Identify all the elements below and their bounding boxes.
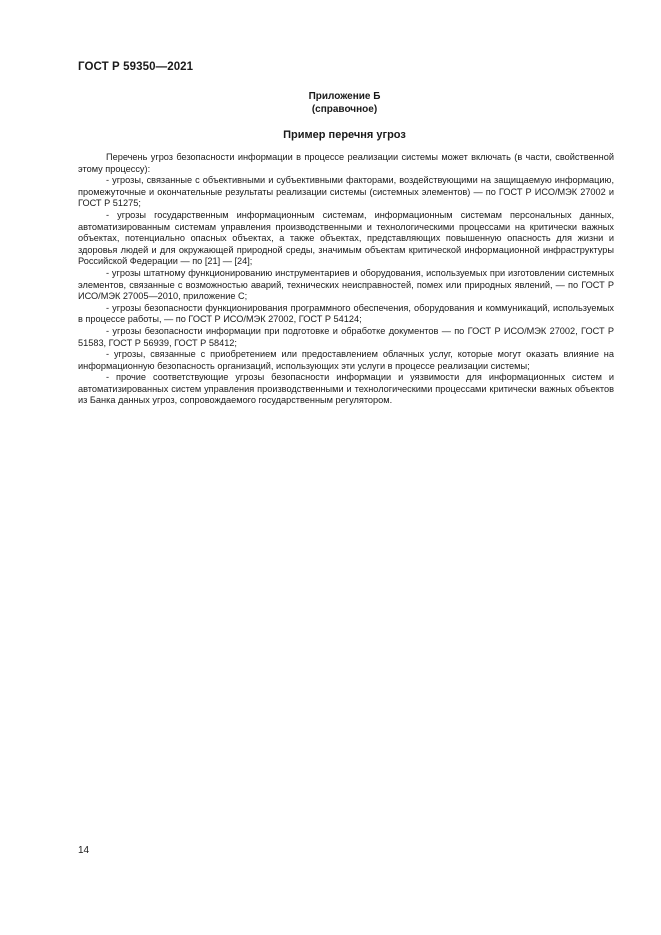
list-item: - угрозы, связанные с приобретением или предоставлением облачных услуг, которые могут оказать влияние на информационную безопасность организаций, использующих эти услуги в процессе реализации системы; — [78, 349, 614, 371]
list-item: - угрозы штатному функционированию инструментариев и оборудования, используемых при изготовлении системных элементов, связанные с возможностью аварий, технических неисправностей, помех или природных явлений, — по ГОСТ Р ИСО/МЭК 27005—2010, приложение С; — [78, 267, 614, 302]
list-item: - угрозы безопасности информации при подготовке и обработке документов — по ГОСТ Р ИСО/МЭК 27002, ГОСТ Р 51583, ГОСТ Р 56939, ГОСТ Р 58412; — [78, 325, 614, 348]
list-item: - прочие соответствующие угрозы безопасности информации и уязвимости для информационных систем и автоматизированных систем управления производственными и технологическими процессами критически важных объектов из Банка данных угроз, сопровождаемого государственным регулятором. — [78, 372, 614, 406]
paragraph-intro: Перечень угроз безопасности информации в процессе реализации системы может включать (в части, свойственной этому процессу): — [78, 152, 614, 174]
document-code: ГОСТ Р 59350—2021 — [78, 61, 194, 73]
body-text — [78, 152, 614, 407]
section-title: Пример перечня угроз — [283, 129, 406, 141]
list-item: - угрозы государственным информационным системам, информационным системам персональных данных, автоматизированным системам управления производственными и технологическими процессами на критически важных объектах, потенциально опасных объектах, а также объектах, представляющих повышенную опасность для жизни и здоровья людей и для окружающей природной среды, значимым объектам критической информационной инфраструктуры Российской Федерации — по [21] — [24]; — [78, 209, 614, 267]
page-number: 14 — [78, 845, 90, 856]
list-item: - угрозы, связанные с объективными и субъективными факторами, воздействующими на защищаемую информацию, промежуточные и окончательные результаты реализации системы (системных элементов) — по ГОСТ Р ИСО/МЭК 27002 и ГОСТ Р 51275; — [78, 175, 614, 209]
annex-kind: (справочное) — [311, 104, 378, 115]
annex-title: Приложение Б — [308, 91, 381, 102]
list-item: - угрозы безопасности функционирования программного обеспечения, оборудования и коммуникаций, используемых в процессе работы, — по ГОСТ Р ИСО/МЭК 27002, ГОСТ Р 54124; — [78, 302, 614, 325]
